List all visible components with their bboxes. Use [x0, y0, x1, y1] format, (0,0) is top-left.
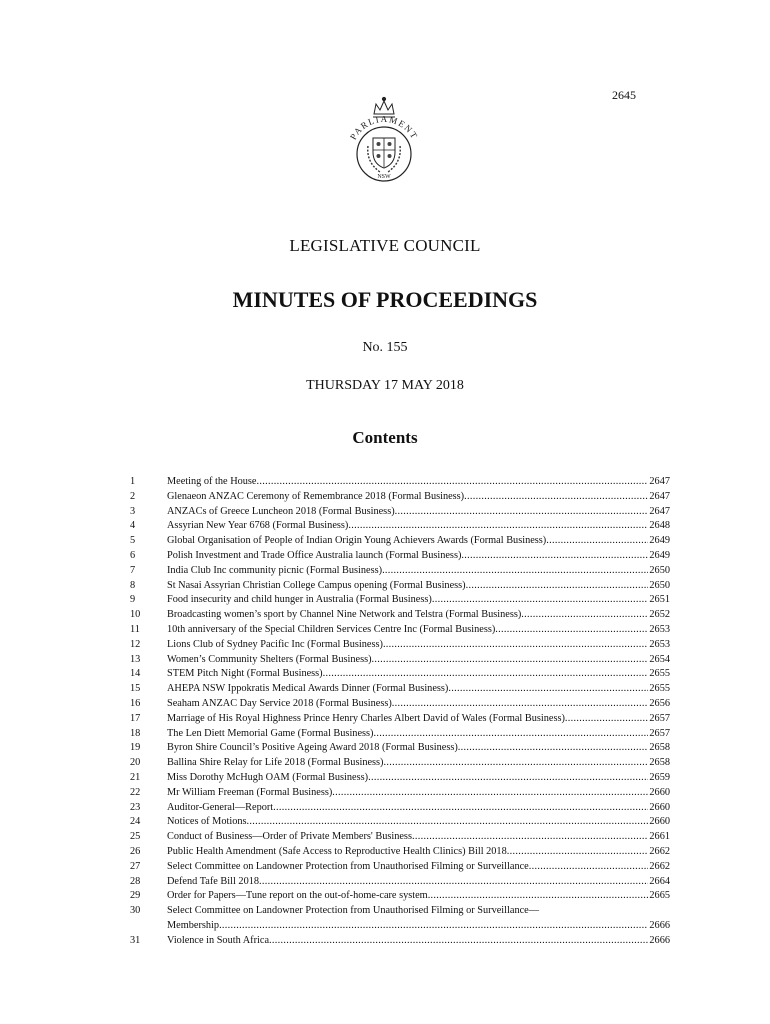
toc-item-page: 2652: [649, 609, 670, 621]
toc-item-page: 2649: [649, 549, 670, 561]
toc-leader: [382, 564, 648, 579]
toc-leader: [546, 534, 648, 549]
toc-item[interactable]: [130, 786, 670, 801]
toc-item-page: 2654: [649, 653, 670, 665]
toc-item-page: 2653: [649, 638, 670, 650]
toc-item[interactable]: [130, 697, 670, 712]
toc-item-title: Food insecurity and child hunger in Australia (Formal Business): [167, 594, 432, 606]
toc-item-title: Notices of Motions: [167, 816, 247, 828]
toc-leader: [348, 519, 648, 534]
toc-item-title: AHEPA NSW Ippokratis Medical Awards Dinner (Formal Business): [167, 683, 449, 695]
toc-item[interactable]: [130, 579, 670, 594]
toc-item-title: Glenaeon ANZAC Ceremony of Remembrance 2018 (Formal Business): [167, 490, 465, 502]
toc-item-title: Membership: [167, 919, 220, 931]
toc-item-title: Public Health Amendment (Safe Access to Reproductive Health Clinics) Bill 2018: [167, 845, 507, 857]
toc-item-number: 1: [130, 476, 136, 487]
toc-item[interactable]: [130, 519, 670, 534]
toc-item-title: Assyrian New Year 6768 (Formal Business): [167, 520, 349, 532]
toc-item[interactable]: [130, 534, 670, 549]
toc-item-number: 17: [130, 712, 141, 724]
toc-leader: [368, 771, 648, 786]
svg-text:NSW: NSW: [377, 174, 391, 180]
toc-leader: [412, 830, 648, 845]
toc-leader: [269, 934, 648, 949]
toc-item-number: 24: [130, 816, 141, 828]
toc-item-number: 28: [130, 875, 141, 887]
toc-item-title: India Club Inc community picnic (Formal Business): [167, 564, 383, 576]
toc-item-number: 23: [130, 801, 141, 813]
toc-item-title: ANZACs of Greece Luncheon 2018 (Formal Business): [167, 505, 395, 517]
toc-leader: [395, 505, 649, 520]
council-name: LEGISLATIVE COUNCIL: [289, 236, 481, 255]
toc-item-title: Marriage of His Royal Highness Prince Henry Charles Albert David of Wales (Formal Business): [167, 712, 565, 724]
toc-item-number: 21: [130, 771, 141, 783]
toc-item-title: Order for Papers—Tune report on the out-of-home-care system: [167, 890, 428, 902]
toc-item-title: Polish Investment and Trade Office Australia launch (Formal Business): [167, 549, 462, 561]
toc-item-page: 2666: [649, 934, 670, 946]
toc-item-title: STEM Pitch Night (Formal Business): [167, 668, 323, 680]
toc-item-page: 2660: [649, 786, 670, 798]
toc-item-page: 2660: [649, 801, 670, 813]
toc-leader: [372, 653, 649, 668]
toc-item-title: Mr William Freeman (Formal Business): [167, 786, 333, 798]
toc-item[interactable]: [130, 593, 670, 608]
toc-leader: [392, 697, 649, 712]
toc-item[interactable]: [130, 904, 670, 934]
toc-item-title: Byron Shire Council’s Positive Ageing Award 2018 (Formal Business): [167, 742, 458, 754]
toc-item-page: 2659: [649, 771, 670, 783]
toc-leader: [383, 638, 648, 653]
sitting-date: THURSDAY 17 MAY 2018: [306, 378, 464, 393]
toc-leader: [257, 475, 649, 490]
toc-item-number: 10: [130, 609, 141, 621]
toc-item-title: 10th anniversary of the Special Children Services Centre Inc (Formal Business): [167, 623, 496, 635]
toc-item[interactable]: [130, 727, 670, 742]
toc-item-page: 2647: [649, 505, 670, 517]
toc-item-page: 2658: [649, 757, 670, 769]
toc-item-page: 2650: [649, 564, 670, 576]
toc-item-number: 31: [130, 934, 141, 946]
toc-item-page: 2661: [649, 831, 670, 843]
toc-item-title: Select Committee on Landowner Protection from Unauthorised Filming or Surveillance: [167, 860, 529, 872]
document-title: MINUTES OF PROCEEDINGS: [232, 287, 538, 312]
toc-item-title: Lions Club of Sydney Pacific Inc (Formal Business): [167, 638, 383, 650]
toc-item-number: 27: [130, 860, 141, 872]
toc-item[interactable]: [130, 608, 670, 623]
toc-item-number: 14: [130, 668, 141, 680]
toc-leader: [529, 860, 649, 875]
toc-item[interactable]: [130, 801, 670, 816]
toc-item[interactable]: [130, 875, 670, 890]
toc-leader: [247, 815, 649, 830]
toc-item-number: 13: [130, 653, 141, 665]
toc-leader: [461, 549, 648, 564]
toc-item-number: 5: [130, 535, 136, 547]
toc-leader: [507, 845, 649, 860]
toc-leader: [259, 875, 648, 890]
toc-item[interactable]: [130, 682, 670, 697]
issue-number: No. 155: [362, 340, 408, 355]
toc-item[interactable]: [130, 889, 670, 904]
toc-item-page: 2648: [649, 520, 670, 532]
toc-leader: [383, 756, 648, 771]
toc-item[interactable]: [130, 638, 670, 653]
toc-item[interactable]: [130, 667, 670, 682]
toc-item[interactable]: [130, 741, 670, 756]
toc-item-page: 2650: [649, 579, 670, 591]
toc-item[interactable]: [130, 653, 670, 668]
toc-item-number: 16: [130, 697, 141, 709]
toc-item-number: 18: [130, 727, 141, 739]
toc-item-number: 19: [130, 742, 141, 754]
toc-leader: [466, 579, 649, 594]
toc-item-title: The Len Diett Memorial Game (Formal Business): [167, 727, 374, 739]
toc-item[interactable]: [130, 830, 670, 845]
contents-heading: Contents: [352, 428, 418, 447]
toc-leader: [565, 712, 648, 727]
toc-item-title: Global Organisation of People of Indian Origin Young Achievers Awards (Formal Business): [167, 535, 547, 547]
toc-item-page: 2658: [649, 742, 670, 754]
toc-leader: [428, 889, 649, 904]
toc-item[interactable]: [130, 771, 670, 786]
toc-item-number: 26: [130, 845, 141, 857]
toc-leader: [332, 786, 648, 801]
toc-item-title: Auditor-General—Report: [167, 801, 274, 813]
toc-item[interactable]: [130, 623, 670, 638]
toc-item[interactable]: [130, 564, 670, 579]
toc-item-number: 20: [130, 757, 141, 769]
toc-item[interactable]: [130, 860, 670, 875]
toc-leader: [521, 608, 648, 623]
toc-item-title: Defend Tafe Bill 2018: [167, 875, 260, 887]
toc-item-number: 25: [130, 831, 141, 843]
toc-leader: [448, 682, 648, 697]
toc-item-number: 29: [130, 890, 141, 902]
toc-leader: [373, 727, 648, 742]
toc-item[interactable]: [130, 845, 670, 860]
toc-leader: [464, 490, 648, 505]
toc-item-title-line1: Select Committee on Landowner Protection from Unauthorised Filming or Surveillance—: [167, 905, 540, 917]
toc-item-number: 8: [130, 579, 136, 591]
toc-item-title: Ballina Shire Relay for Life 2018 (Formal Business): [167, 757, 384, 769]
toc-leader: [458, 741, 649, 756]
toc-item-page: 2653: [649, 623, 670, 635]
toc-item-title: Women’s Community Shelters (Formal Business): [167, 653, 372, 665]
toc-item[interactable]: [130, 490, 670, 505]
toc-item-title: Seaham ANZAC Day Service 2018 (Formal Business): [167, 697, 392, 709]
toc-leader: [432, 593, 649, 608]
toc-item-page: 2647: [649, 476, 670, 487]
toc-item-page: 2666: [649, 919, 670, 931]
toc-item-page: 2647: [649, 490, 670, 502]
toc-item-page: 2657: [649, 727, 670, 739]
toc-leader: [323, 667, 649, 682]
toc-item[interactable]: [130, 815, 670, 830]
toc-item-page: 2660: [649, 816, 670, 828]
toc-leader: [219, 919, 648, 934]
toc-item-number: 7: [130, 564, 136, 576]
toc-item-page: 2662: [649, 860, 670, 872]
toc-item-title: St Nasai Assyrian Christian College Campus opening (Formal Business): [167, 579, 466, 591]
toc-item-number: 2: [130, 490, 136, 502]
toc-item-page: 2651: [649, 594, 670, 606]
toc-leader: [273, 801, 648, 816]
contents-list: [130, 475, 670, 949]
toc-item[interactable]: [130, 505, 670, 520]
toc-item-page: 2665: [649, 890, 670, 902]
toc-item-page: 2656: [649, 697, 670, 709]
toc-item-number: 6: [130, 549, 136, 561]
toc-item[interactable]: [130, 756, 670, 771]
toc-item[interactable]: [130, 475, 670, 490]
toc-leader: [495, 623, 648, 638]
toc-item-page: 2655: [649, 683, 670, 695]
toc-item-page: 2664: [649, 875, 670, 887]
page-number: 2645: [612, 88, 636, 102]
toc-item-number: 15: [130, 683, 141, 695]
toc-item-number: 30: [130, 905, 141, 917]
svg-text:PARLIAMENT: PARLIAMENT: [348, 113, 420, 142]
toc-item-number: 9: [130, 594, 136, 606]
toc-item[interactable]: [130, 712, 670, 727]
toc-item-number: 22: [130, 786, 141, 798]
toc-item-title: Broadcasting women’s sport by Channel Nine Network and Telstra (Formal Business): [167, 609, 522, 621]
toc-item-title: Meeting of the House: [167, 476, 257, 487]
toc-item-number: 4: [130, 520, 136, 532]
toc-item[interactable]: [130, 934, 670, 949]
toc-item-title: Miss Dorothy McHugh OAM (Formal Business): [167, 771, 369, 783]
toc-item-page: 2655: [649, 668, 670, 680]
parliament-crest-icon: [340, 96, 428, 188]
toc-item[interactable]: [130, 549, 670, 564]
toc-item-page: 2662: [649, 845, 670, 857]
toc-item-number: 11: [130, 623, 140, 635]
toc-item-title: Conduct of Business—Order of Private Members' Business: [167, 831, 412, 843]
toc-item-title: Violence in South Africa: [167, 934, 270, 946]
toc-item-page: 2649: [649, 535, 670, 547]
toc-item-number: 12: [130, 638, 141, 650]
toc-item-page: 2657: [649, 712, 670, 724]
toc-item-number: 3: [130, 505, 136, 517]
